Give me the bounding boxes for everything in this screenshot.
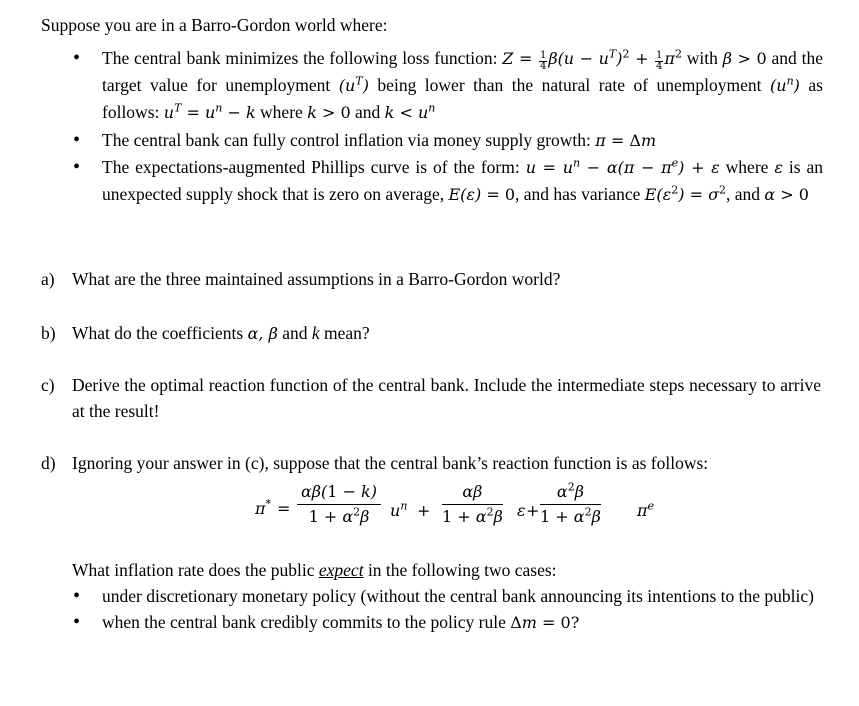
fraction-term-3: $\frac{\alpha^2\beta}{1 + \alpha^2\beta}$ bbox=[540, 480, 601, 526]
emphasized-word: expect bbox=[318, 560, 364, 580]
list-item-commitment: • when the central bank credibly commits to the policy rule Δm = 0? bbox=[73, 609, 823, 636]
question-d-text: Ignoring your answer in (c), suppose that the central bank’s reaction function is as follows: bbox=[72, 453, 709, 473]
list-item-money-supply: • The central bank can fully control inflation via money supply growth: π = Δm bbox=[73, 127, 823, 154]
intro-text: Suppose you are in a Barro-Gordon world where: bbox=[41, 15, 388, 35]
fraction-term-2: $\frac{\alpha\beta}{1 + \alpha^2\beta}$ bbox=[442, 482, 503, 526]
question-d bbox=[41, 450, 821, 476]
question-a-text: What are the three maintained assumptions in a Barro-Gordon world? bbox=[72, 269, 561, 289]
question-b-text: What do the coefficients α, β and k mean? bbox=[72, 323, 370, 343]
case-list bbox=[73, 583, 823, 636]
loss-function-text: The central bank minimizes the following loss function: bbox=[102, 48, 503, 68]
question-a-label: a) bbox=[41, 269, 55, 289]
question-c-text: Derive the optimal reaction function of the central bank. Include the intermediate steps necessary to arrive at the result! bbox=[72, 375, 821, 421]
list-item-discretionary: • under discretionary monetary policy (without the central bank announcing its intentions to the public) bbox=[73, 583, 823, 609]
question-b bbox=[41, 320, 821, 347]
phillips-curve-formula: $u = u^n - \alpha(\pi - \pi^e) + \varepsilon$ bbox=[525, 156, 720, 177]
followup-text: What inflation rate does the public expect in the following two cases: bbox=[72, 560, 557, 580]
list-item-loss-function: • The central bank minimizes the following loss function: Z = $\frac{1}{4}$ $\beta(u - u^T)^2$ + $\frac{1}{4}$ $\pi^2$ with β > 0 and the target value for unemployment $(u^T)$ being lower than the natural rate of unemployment $(u^n)$ as follows: $u^T = u^n - k$ where k > 0 and $k < u^n$ bbox=[73, 45, 823, 126]
question-d-label: d) bbox=[41, 453, 56, 473]
question-c bbox=[41, 372, 821, 424]
list-item-phillips-curve: • The expectations-augmented Phillips curve is of the form: $u = u^n - \alpha(\pi - \pi^e) + \varepsilon$ where ε is an unexpected supply shock that is zero on average, E(ε) = 0, and has variance $E(\varepsilon^2) = \sigma^2$, and α > 0 bbox=[73, 154, 823, 208]
money-growth-formula: π = Δm bbox=[595, 131, 657, 150]
loss-function-formula: Z = $\frac{1}{4}$ $\beta(u - u^T)^2$ + $\frac{1}{4}$ $\pi^2$ bbox=[502, 47, 682, 72]
fraction-quarter: $\frac{1}{4}$ bbox=[656, 49, 663, 72]
fraction-quarter: $\frac{1}{4}$ bbox=[539, 49, 547, 72]
assumption-list bbox=[73, 45, 823, 208]
reaction-function-formula: π* = $\frac{\alpha\beta(1 - k)}{1 + \alpha^2\beta}$ $u^n$ + $\frac{\alpha\beta}{1 + \alpha^2\beta}$ ε + $\frac{\alpha^2\beta}{1 + \alpha^2\beta}$ $\pi^e$ bbox=[255, 480, 655, 526]
question-b-label: b) bbox=[41, 323, 56, 343]
question-c-label: c) bbox=[41, 375, 55, 395]
question-a bbox=[41, 266, 821, 292]
fraction-term-1: $\frac{\alpha\beta(1 - k)}{1 + \alpha^2\beta}$ bbox=[297, 481, 381, 528]
